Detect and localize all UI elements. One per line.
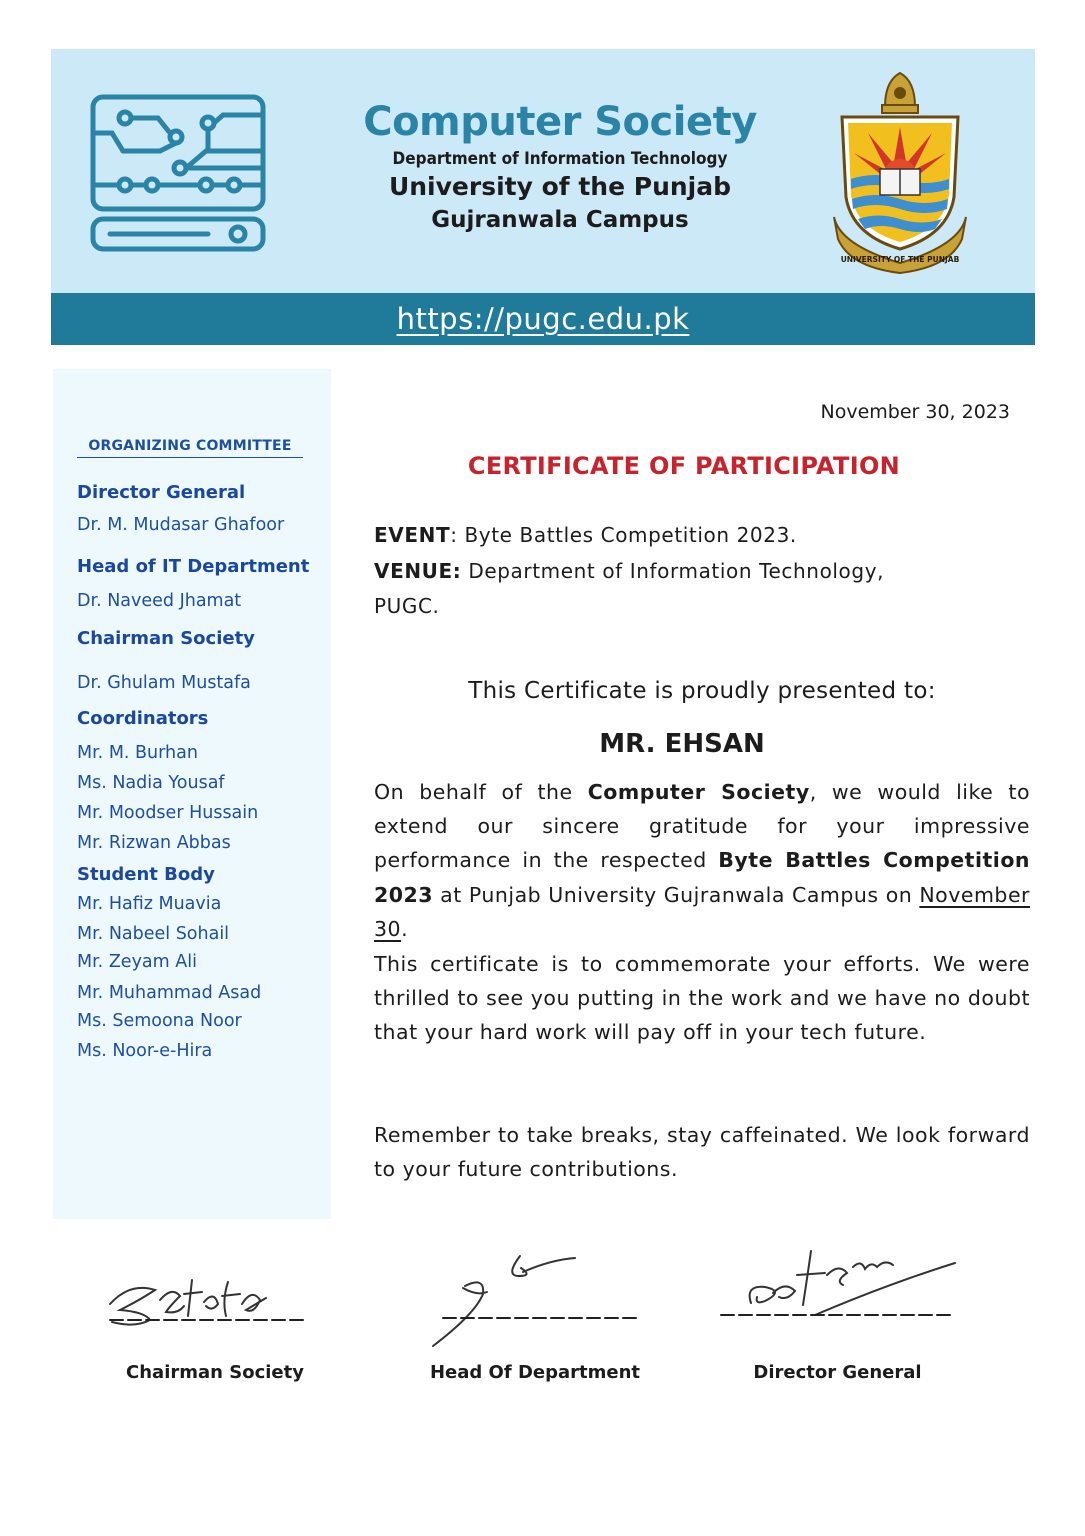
p1-date-underlined: November 30	[374, 882, 1030, 941]
role-head-it-department: Head of IT Department	[77, 556, 310, 577]
crest-ribbon-text: UNIVERSITY OF THE PUNJAB	[840, 255, 960, 264]
role-chairman-society: Chairman Society	[77, 628, 255, 649]
university-name: University of the Punjab	[388, 172, 732, 201]
certificate-date: November 30, 2023	[820, 401, 1010, 423]
header-title-block	[340, 96, 780, 236]
coordinator-name: Mr. Moodser Hussain	[77, 803, 259, 823]
student-name: Mr. Hafiz Muavia	[77, 894, 222, 914]
student-name: Mr. Zeyam Ali	[77, 952, 197, 972]
venue-line-2: PUGC.	[374, 594, 440, 618]
circuit-board-icon	[88, 93, 270, 255]
role-director-general: Director General	[77, 482, 246, 503]
event-line	[374, 523, 797, 547]
campus-name: Gujranwala Campus	[431, 207, 689, 233]
department-name: Department of Information Technology	[392, 149, 728, 169]
p1-text: On behalf of the	[374, 780, 588, 804]
commemorate-paragraph: This certificate is to commemorate your efforts. We were thrilled to see you putting in the work and we have no doubt that your hard work will pay off in your tech future.	[374, 952, 1030, 1045]
student-name: Mr. Nabeel Sohail	[77, 924, 230, 944]
event-value: : Byte Battles Competition 2023.	[450, 523, 797, 547]
society-name: Computer Society	[363, 99, 757, 145]
coordinator-name: Mr. M. Burhan	[77, 743, 198, 763]
certificate-title: CERTIFICATE OF PARTICIPATION	[467, 452, 901, 480]
name-director-general: Dr. M. Mudasar Ghafoor	[77, 515, 285, 535]
coordinator-name: Mr. Rizwan Abbas	[77, 833, 231, 853]
p1-society-bold: Computer Society	[587, 780, 810, 804]
chairman-society-label: Chairman Society	[126, 1362, 304, 1383]
university-crest-logo	[830, 67, 970, 275]
closing-paragraph: Remember to take breaks, stay caffeinated. We look forward to your future contributions.	[374, 1123, 1030, 1182]
role-coordinators: Coordinators	[77, 708, 209, 729]
role-student-body: Student Body	[77, 864, 215, 885]
p1-text: .	[401, 916, 409, 941]
venue-label: VENUE:	[374, 559, 462, 583]
chairman-signature	[100, 1260, 315, 1340]
url-bar	[51, 293, 1035, 345]
head-of-department-signature	[425, 1248, 645, 1350]
student-name: Mr. Muhammad Asad	[77, 983, 262, 1003]
website-link[interactable]: https://pugc.edu.pk	[396, 302, 690, 336]
presented-to-text: This Certificate is proudly presented to:	[468, 678, 936, 704]
event-label: EVENT	[374, 523, 451, 547]
director-general-label: Director General	[753, 1362, 922, 1383]
p1-text: at Punjab University Gujranwala Campus on	[433, 882, 920, 907]
organizing-committee-heading: ORGANIZING COMMITTEE	[77, 438, 303, 458]
head-of-department-label: Head Of Department	[429, 1362, 640, 1383]
coordinator-name: Ms. Nadia Yousaf	[77, 773, 225, 793]
name-head-it-department: Dr. Naveed Jhamat	[77, 591, 242, 611]
student-name: Ms. Noor-e-Hira	[77, 1041, 213, 1061]
p1-text: , we would like to extend our sincere gratitude for your impressive performance in the respected	[374, 780, 1030, 873]
recipient-name: MR. EHSAN	[599, 729, 765, 759]
director-general-signature	[715, 1245, 960, 1330]
venue-value: Department of Information Technology,	[461, 559, 885, 583]
student-name: Ms. Semoona Noor	[77, 1011, 242, 1031]
venue-line	[374, 559, 884, 583]
name-chairman-society: Dr. Ghulam Mustafa	[77, 673, 251, 693]
p1-competition-bold: Byte Battles Competition 2023	[374, 848, 1030, 907]
gratitude-paragraph	[374, 775, 1030, 946]
